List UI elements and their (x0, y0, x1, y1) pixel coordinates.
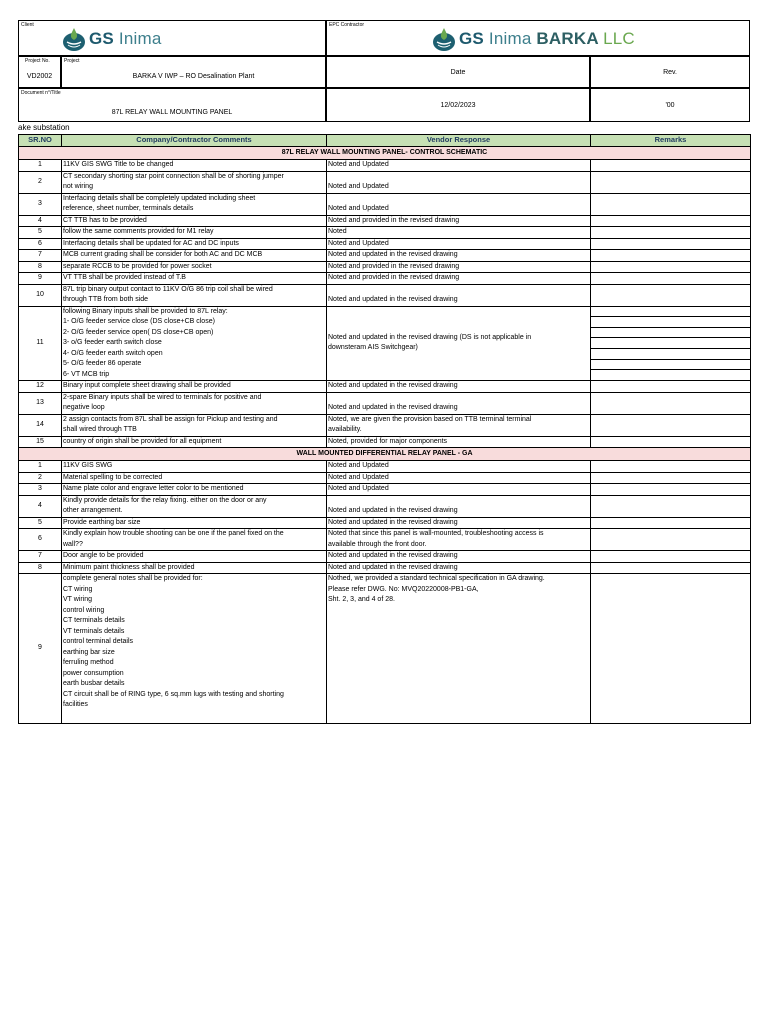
remarks-subcell (591, 338, 750, 349)
epc-logo-llc: LLC (603, 29, 635, 48)
table-row (19, 495, 751, 517)
comment-line: 3- o/G feeder earth switch close (63, 339, 162, 346)
comment-cell (62, 472, 327, 484)
comment-line: control wiring (63, 606, 105, 614)
response-cell (327, 215, 591, 227)
sr-no-cell: 9 (19, 574, 62, 724)
remarks-cell (591, 517, 751, 529)
response-cell (327, 284, 591, 306)
sr-no-cell: 4 (19, 495, 62, 517)
gs-drop-logo-icon (431, 26, 457, 52)
table-row (19, 392, 751, 414)
response-cell (327, 261, 591, 273)
comment-line: following Binary inputs shall be provided to 87L relay: (63, 307, 228, 315)
response-cell (327, 436, 591, 448)
response-line: Noted and Updated (328, 473, 389, 481)
remarks-cell (591, 562, 751, 574)
comment-line: country of origin shall be provided for all equipment (63, 437, 222, 445)
comment-line: 2 assign contacts from 87L shall be assign for Pickup and testing and (63, 415, 278, 423)
gs-drop-logo-icon (61, 26, 87, 52)
response-line: Noted and updated in the revised drawing (328, 518, 458, 526)
comment-line: Name plate color and engrave letter color to be mentioned (63, 485, 244, 492)
comment-line: MCB current grading shall be consider for both AC and DC MCB (63, 251, 263, 258)
remarks-subcell (591, 360, 750, 371)
comment-line: shall wired through TTB (63, 426, 137, 433)
comment-line: CT terminals details (63, 617, 125, 624)
table-row (19, 461, 751, 473)
comment-line: 6- VT MCB trip (63, 370, 110, 378)
comment-line: Kindly provide details for the relay fixing. either on the door or any (63, 496, 267, 504)
response-line: availability. (328, 426, 362, 433)
remarks-header: Remarks (591, 135, 751, 147)
sr-no-header: SR.NO (19, 135, 62, 147)
comment-line: CT TTB has to be provided (63, 216, 147, 224)
response-line: Noted (328, 228, 347, 235)
client-logo-inima: Inima (118, 29, 162, 48)
response-line: Noted and updated in the revised drawing (328, 404, 458, 411)
response-line: Noted that since this panel is wall-mounted, troubleshooting access is (328, 530, 544, 537)
remarks-cell (591, 306, 751, 381)
sr-no-cell: 2 (19, 472, 62, 484)
project-no-value: VD2002 (26, 72, 53, 80)
section-title: WALL MOUNTED DIFFERENTIAL RELAY PANEL - GA (19, 448, 751, 461)
comment-line: Minimum paint thickness shall be provided (63, 563, 195, 571)
rev-label: Rev. (663, 68, 677, 76)
remarks-subcell (591, 307, 750, 318)
rev-value-cell (590, 88, 750, 122)
remarks-cell (591, 495, 751, 517)
remarks-cell (591, 484, 751, 496)
date-value: 12/02/2023 (440, 101, 476, 109)
comment-cell (62, 574, 327, 724)
comment-cell (62, 250, 327, 262)
response-cell (327, 306, 591, 381)
comment-line: ferruling method (63, 659, 114, 666)
response-cell (327, 461, 591, 473)
epc-cell (326, 20, 750, 56)
comment-line: 5- O/G feeder 86 operate (63, 360, 142, 367)
remarks-subcell (591, 370, 750, 380)
sr-no-cell: 14 (19, 414, 62, 436)
response-cell (327, 551, 591, 563)
project-value: BARKA V IWP – RO Desalination Plant (132, 72, 255, 80)
comment-cell (62, 238, 327, 250)
table-row (19, 227, 751, 239)
response-cell (327, 193, 591, 215)
response-cell (327, 495, 591, 517)
table-row (19, 414, 751, 436)
response-cell (327, 160, 591, 172)
comment-cell (62, 261, 327, 273)
comment-cell (62, 193, 327, 215)
sr-no-cell: 10 (19, 284, 62, 306)
sheet-tab-text: ake substation (18, 123, 70, 132)
comment-line: negative loop (63, 404, 105, 411)
response-header: Vendor Response (327, 135, 591, 147)
remarks-subcell (591, 349, 750, 360)
table-row (19, 273, 751, 285)
date-label: Date (450, 68, 466, 76)
comment-line: separate RCCB to be provided for power socket (63, 262, 212, 270)
sr-no-cell: 7 (19, 551, 62, 563)
sr-no-cell: 6 (19, 238, 62, 250)
section-header-row (19, 147, 751, 160)
comment-cell (62, 306, 327, 381)
response-line: downsteram AIS Switchgear) (328, 344, 418, 352)
response-line: available through the front door. (328, 540, 427, 548)
remarks-cell (591, 436, 751, 448)
response-cell (327, 484, 591, 496)
epc-logo-barka: BARKA (536, 29, 599, 48)
comment-line: 11KV GIS SWG Title to be changed (63, 161, 174, 168)
table-row (19, 160, 751, 172)
response-cell (327, 574, 591, 724)
remarks-cell (591, 392, 751, 414)
comment-line: VT wiring (63, 596, 93, 603)
table-row (19, 529, 751, 551)
comment-line: power consumption (63, 669, 124, 677)
response-cell (327, 227, 591, 239)
remarks-cell (591, 551, 751, 563)
sr-no-cell: 3 (19, 484, 62, 496)
document-cell (18, 88, 326, 122)
comment-line: Provide earthing bar size (63, 518, 141, 526)
comment-line: earthing bar size (63, 648, 115, 656)
comment-line: 2- O/G feeder service open( DS close+CB open) (63, 328, 214, 336)
remarks-cell (591, 250, 751, 262)
sr-no-cell: 4 (19, 215, 62, 227)
comment-line: control terminal details (63, 638, 134, 645)
comment-line: Kindly explain how trouble shooting can be one if the panel fixed on the (63, 530, 284, 537)
comment-cell (62, 484, 327, 496)
client-logo-gs: GS (89, 29, 114, 48)
sr-no-cell: 13 (19, 392, 62, 414)
sr-no-cell: 9 (19, 273, 62, 285)
response-line: Noted and provided in the revised drawing (328, 262, 460, 270)
sr-no-cell: 5 (19, 227, 62, 239)
remarks-cell (591, 227, 751, 239)
table-row (19, 517, 751, 529)
comments-header: Company/Contractor Comments (62, 135, 327, 147)
response-line: Noted and provided in the revised drawing (328, 216, 460, 224)
comment-cell (62, 529, 327, 551)
comment-line: not wiring (63, 183, 93, 190)
response-cell (327, 562, 591, 574)
remarks-cell (591, 574, 751, 724)
sr-no-cell: 7 (19, 250, 62, 262)
remarks-cell (591, 529, 751, 551)
sr-no-cell: 11 (19, 306, 62, 381)
comment-cell (62, 160, 327, 172)
response-line: Noted, provided for major components (328, 437, 448, 445)
response-line: Noted and Updated (328, 239, 389, 247)
remarks-cell (591, 381, 751, 393)
comment-line: CT circuit shall be of RING type, 6 sq.mm lugs with testing and shorting (63, 690, 284, 698)
response-line: Noted and Updated (328, 205, 389, 212)
client-cell (18, 20, 326, 56)
response-line: Noted, we are given the provision based on TTB terminal terminal (328, 415, 532, 423)
comment-cell (62, 381, 327, 393)
comment-line: Door angle to be provided (63, 552, 144, 559)
comment-cell (62, 171, 327, 193)
response-line: Noted and Updated (328, 485, 389, 492)
table-row (19, 306, 751, 381)
sr-no-cell: 8 (19, 562, 62, 574)
table-row (19, 381, 751, 393)
remarks-cell (591, 461, 751, 473)
table-row (19, 261, 751, 273)
remarks-cell (591, 238, 751, 250)
comment-line: Binary input complete sheet drawing shall be provided (63, 382, 231, 389)
sr-no-cell: 3 (19, 193, 62, 215)
project-no-cell (18, 56, 61, 88)
table-row (19, 215, 751, 227)
date-value-cell (326, 88, 590, 122)
response-line: Noted and Updated (328, 462, 389, 469)
response-cell (327, 250, 591, 262)
epc-logo-inima: Inima (488, 29, 532, 48)
response-cell (327, 472, 591, 484)
comment-cell (62, 461, 327, 473)
comment-line: Interfacing details shall be updated for AC and DC inputs (63, 239, 239, 247)
comment-line: CT secondary shorting star point connection shall be of shorting jumper (63, 172, 284, 180)
table-row (19, 250, 751, 262)
comment-cell (62, 495, 327, 517)
epc-logo-gs: GS (459, 29, 484, 48)
response-cell (327, 517, 591, 529)
table-row (19, 436, 751, 448)
document-title: 87L RELAY WALL MOUNTING PANEL (111, 108, 233, 116)
response-line: Noted and updated in the revised drawing (DS is not applicable in (328, 333, 532, 341)
table-row (19, 193, 751, 215)
comment-cell (62, 517, 327, 529)
response-line: Noted and updated in the revised drawing (328, 382, 458, 389)
response-cell (327, 381, 591, 393)
response-line: Nothed, we provided a standard technical specification in GA drawing. (328, 575, 545, 582)
remarks-cell (591, 284, 751, 306)
comment-line: earth busbar details (63, 680, 125, 687)
table-row (19, 238, 751, 250)
sr-no-cell: 6 (19, 529, 62, 551)
document-label: Document n°/Title (21, 90, 61, 96)
comment-cell (62, 436, 327, 448)
remarks-cell (591, 414, 751, 436)
comment-line: other arrangement. (63, 507, 123, 514)
client-label: Client (21, 22, 34, 28)
sr-no-cell: 8 (19, 261, 62, 273)
table-header-row (19, 135, 751, 147)
comment-line: 2-spare Binary inputs shall be wired to terminals for positive and (63, 393, 262, 401)
response-cell (327, 273, 591, 285)
remarks-cell (591, 193, 751, 215)
project-cell (61, 56, 326, 88)
table-row (19, 574, 751, 724)
response-line: Noted and updated in the revised drawing (328, 563, 458, 571)
response-cell (327, 392, 591, 414)
comment-line: CT wiring (63, 585, 93, 593)
epc-label: EPC Contractor (329, 22, 365, 28)
comment-cell (62, 414, 327, 436)
comment-line: 11KV GIS SWG (63, 462, 113, 469)
table-row (19, 284, 751, 306)
remarks-cell (591, 273, 751, 285)
comment-line: Interfacing details shall be completely updated including sheet (63, 194, 256, 202)
comment-line: 87L trip binary output contact to 11KV O/G 86 trip coil shall be wired (63, 285, 273, 293)
comment-cell (62, 392, 327, 414)
comment-line: 4- O/G feeder earth switch open (63, 349, 163, 357)
comment-line: 1- O/G feeder service close (DS close+CB close) (63, 318, 215, 325)
comment-cell (62, 551, 327, 563)
comment-line: VT TTB shall be provided instead of T.B (63, 274, 186, 281)
comment-line: complete general notes shall be provided for: (63, 575, 203, 582)
sr-no-cell: 5 (19, 517, 62, 529)
remarks-cell (591, 171, 751, 193)
comment-line: wall?? (63, 540, 83, 548)
response-line: Noted and updated in the revised drawing (328, 507, 458, 514)
response-line: Noted and updated in the revised drawing (328, 296, 458, 303)
epc-logo (431, 26, 635, 52)
comments-table (18, 134, 751, 724)
comment-cell (62, 562, 327, 574)
comment-cell (62, 215, 327, 227)
remarks-subcell (591, 328, 750, 339)
rev-label-cell (590, 56, 750, 88)
response-cell (327, 529, 591, 551)
remarks-subcell (591, 317, 750, 328)
response-cell (327, 171, 591, 193)
response-cell (327, 238, 591, 250)
response-line: Noted and updated in the revised drawing (328, 552, 458, 559)
project-label: Project (64, 58, 80, 64)
comment-line: follow the same comments provided for M1 relay (63, 228, 214, 235)
sr-no-cell: 15 (19, 436, 62, 448)
table-row (19, 484, 751, 496)
table-row (19, 472, 751, 484)
table-row (19, 171, 751, 193)
comment-cell (62, 227, 327, 239)
sr-no-cell: 2 (19, 171, 62, 193)
sr-no-cell: 1 (19, 461, 62, 473)
comment-cell (62, 284, 327, 306)
sr-no-cell: 1 (19, 160, 62, 172)
response-line: Noted and Updated (328, 161, 389, 168)
section-header-row (19, 448, 751, 461)
comment-line: Material spelling to be corrected (63, 473, 163, 481)
project-no-label: Project No. (25, 58, 50, 64)
client-logo (61, 26, 161, 52)
date-label-cell (326, 56, 590, 88)
section-title: 87L RELAY WALL MOUNTING PANEL- CONTROL SCHEMATIC (19, 147, 751, 160)
response-line: Please refer DWG. No: MVQ20220008-PB1-GA, (328, 585, 479, 593)
table-row (19, 562, 751, 574)
response-line: Sht. 2, 3, and 4 of 28. (328, 596, 395, 603)
comment-line: facilities (63, 701, 88, 708)
comment-line: reference, sheet number, terminals details (63, 205, 194, 212)
rev-value: '00 (665, 101, 675, 109)
table-row (19, 551, 751, 563)
response-line: Noted and updated in the revised drawing (328, 251, 458, 258)
remarks-split (591, 307, 750, 381)
comment-line: VT terminals details (63, 627, 125, 635)
response-cell (327, 414, 591, 436)
response-line: Noted and Updated (328, 183, 389, 190)
response-line: Noted and provided in the revised drawing (328, 274, 460, 281)
sr-no-cell: 12 (19, 381, 62, 393)
comment-cell (62, 273, 327, 285)
comment-line: through TTB from both side (63, 296, 149, 303)
table-body (19, 147, 751, 724)
remarks-cell (591, 261, 751, 273)
remarks-cell (591, 160, 751, 172)
remarks-cell (591, 472, 751, 484)
remarks-cell (591, 215, 751, 227)
